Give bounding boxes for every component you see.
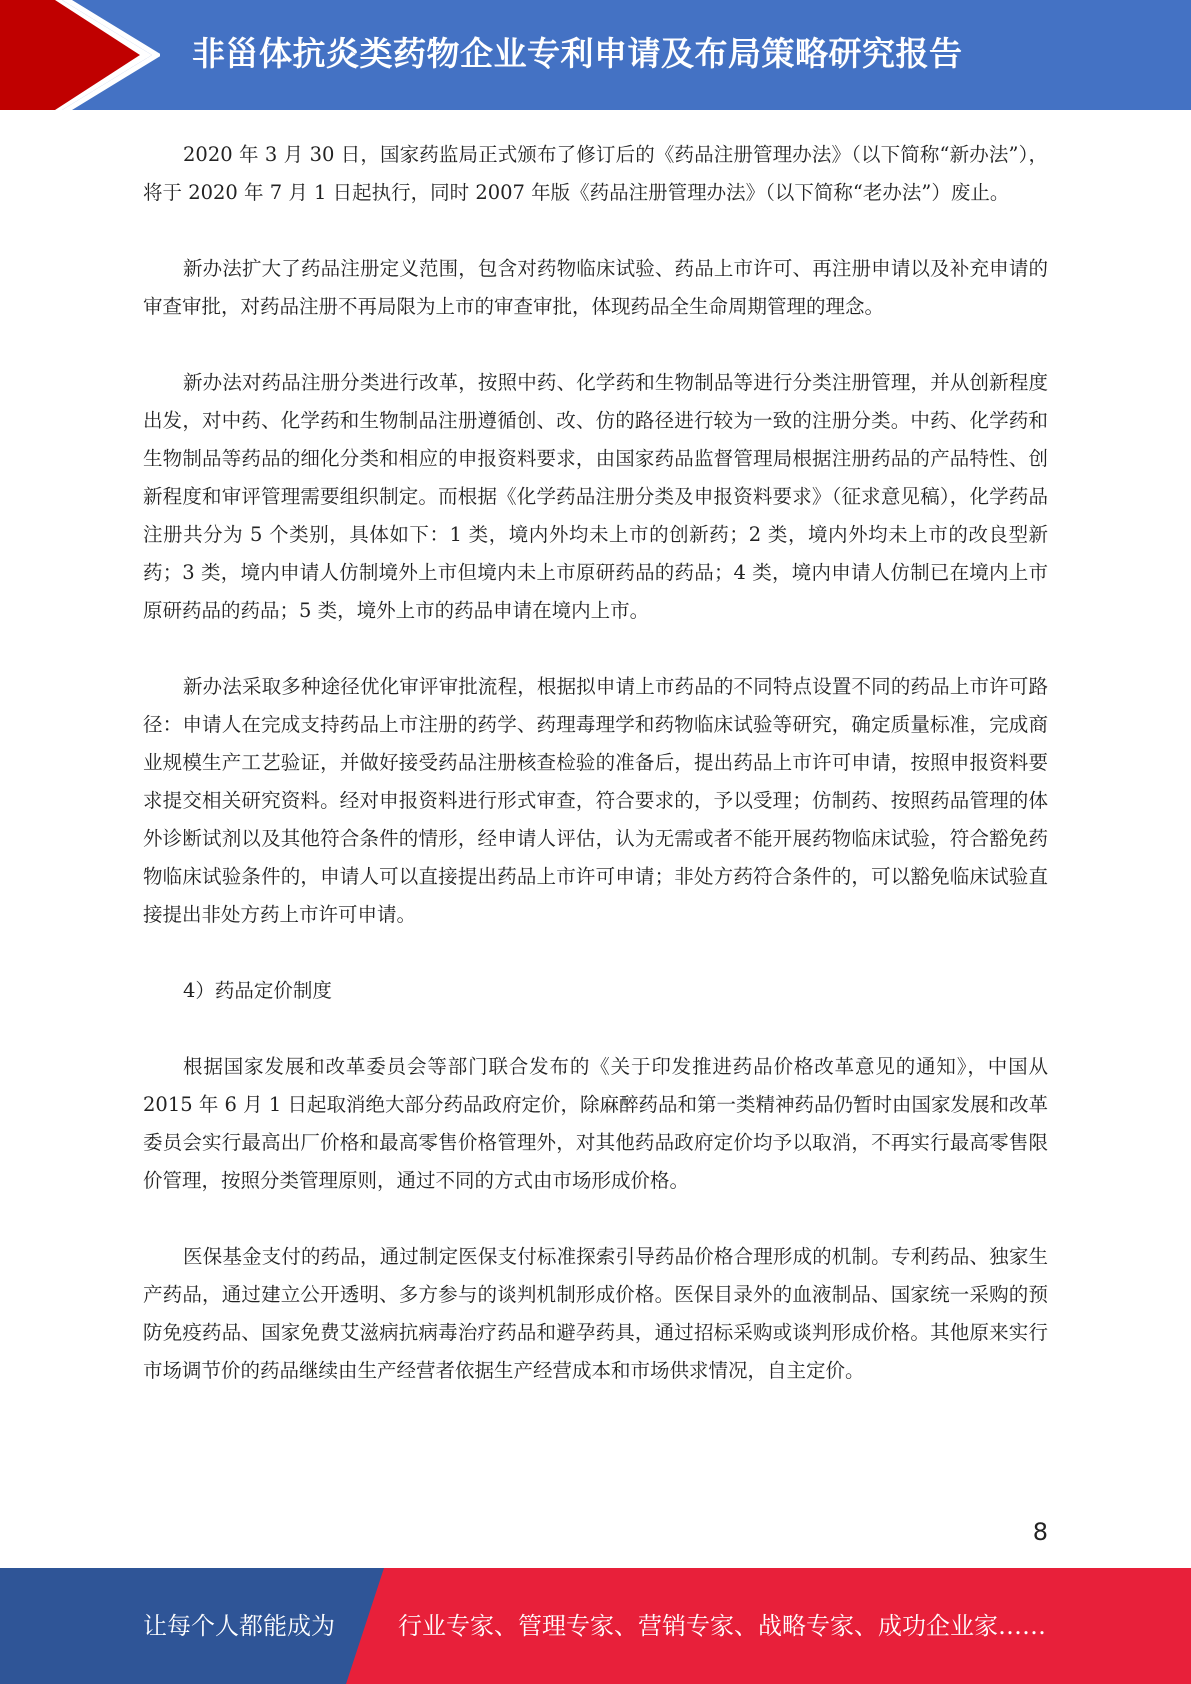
page-number: 8 [1032,1518,1048,1546]
header-chevron-decoration [0,0,160,110]
footer-slogan-left: 让每个人都能成为 [143,1612,335,1640]
page-footer [0,1568,1191,1684]
paragraph: 2020 年 3 月 30 日，国家药监局正式颁布了修订后的《药品注册管理办法》（以下简称“新办法”），将于 2020 年 7 月 1 日起执行，同时 2007 年版《药品注册管理办法》（以下简称“老办法”）废止。 [143,143,1048,204]
report-title: 非甾体抗炎类药物企业专利申请及布局策略研究报告 [192,34,963,73]
paragraph: 新办法采取多种途径优化审评审批流程，根据拟申请上市药品的不同特点设置不同的药品上市许可路径：申请人在完成支持药品上市注册的药学、药理毒理学和药物临床试验等研究，确定质量标准，完成商业规模生产工艺验证，并做好接受药品注册核查检验的准备后，提出药品上市许可申请，按照申报资料要求提交相关研究资料。经对申报资料进行形式审查，符合要求的，予以受理；仿制药、按照药品管理的体外诊断试剂以及其他符合条件的情形，经申请人评估，认为无需或者不能开展药物临床试验，符合豁免药物临床试验条件的，申请人可以直接提出药品上市许可申请；非处方药符合条件的，可以豁免临床试验直接提出非处方药上市许可申请。 [143,675,1048,926]
paragraph: 新办法对药品注册分类进行改革，按照中药、化学药和生物制品等进行分类注册管理，并从创新程度出发，对中药、化学药和生物制品注册遵循创、改、仿的路径进行较为一致的注册分类。中药、化学药和生物制品等药品的细化分类和相应的申报资料要求，由国家药品监督管理局根据注册药品的产品特性、创新程度和审评管理需要组织制定。而根据《化学药品注册分类及申报资料要求》（征求意见稿），化学药品注册共分为 5 个类别，具体如下：1 类，境内外均未上市的创新药；2 类，境内外均未上市的改良型新药；3 类，境内申请人仿制境外上市但境内未上市原研药品的药品；4 类，境内申请人仿制已在境内上市原研药品的药品；5 类，境外上市的药品申请在境内上市。 [143,371,1048,622]
section-heading: 4）药品定价制度 [183,979,332,1002]
paragraph: 根据国家发展和改革委员会等部门联合发布的《关于印发推进药品价格改革意见的通知》，中国从 2015 年 6 月 1 日起取消绝大部分药品政府定价，除麻醉药品和第一类精神药品仍暂时由国家发展和改革委员会实行最高出厂价格和最高零售价格管理外，对其他药品政府定价均予以取消，不再实行最高零售限价管理，按照分类管理原则，通过不同的方式由市场形成价格。 [143,1055,1048,1192]
footer-slogan-right: 行业专家、管理专家、营销专家、战略专家、成功企业家…… [398,1612,1046,1640]
document-body [143,136,1048,1428]
page-header [0,0,1191,110]
paragraph: 医保基金支付的药品，通过制定医保支付标准探索引导药品价格合理形成的机制。专利药品、独家生产药品，通过建立公开透明、多方参与的谈判机制形成价格。医保目录外的血液制品、国家统一采购的预防免疫药品、国家免费艾滋病抗病毒治疗药品和避孕药具，通过招标采购或谈判形成价格。其他原来实行市场调节价的药品继续由生产经营者依据生产经营成本和市场供求情况，自主定价。 [143,1245,1048,1382]
paragraph: 新办法扩大了药品注册定义范围，包含对药物临床试验、药品上市许可、再注册申请以及补充申请的审查审批，对药品注册不再局限为上市的审查审批，体现药品全生命周期管理的理念。 [143,257,1048,318]
